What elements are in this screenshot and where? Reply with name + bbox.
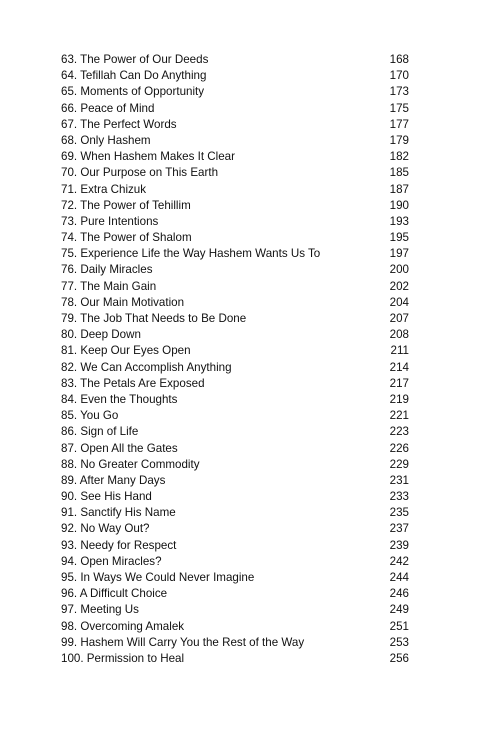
entry-title: 77. The Main Gain <box>61 279 157 293</box>
entry-title: 81. Keep Our Eyes Open <box>61 344 191 358</box>
entry-page-number: 219 <box>389 392 409 406</box>
toc-entry <box>61 489 409 505</box>
entry-page-number: 195 <box>389 231 409 245</box>
toc-entry <box>61 262 409 278</box>
toc-entry <box>61 360 409 376</box>
toc-entry <box>61 198 409 214</box>
toc-entry <box>61 505 409 521</box>
entry-page-number: 251 <box>389 619 409 633</box>
entry-title: 75. Experience Life the Way Hashem Wants Us To <box>61 247 321 261</box>
toc-entry <box>61 117 409 133</box>
entry-title: 90. See His Hand <box>61 490 152 504</box>
entry-page-number: 217 <box>389 376 409 390</box>
entry-page-number: 207 <box>389 312 409 325</box>
toc-entry <box>61 327 409 343</box>
toc-entry <box>61 295 409 311</box>
toc-entry <box>61 392 409 408</box>
entry-page-number: 193 <box>389 214 409 228</box>
entry-page-number: 253 <box>389 635 409 649</box>
entry-page-number: 208 <box>389 328 409 342</box>
toc-entry <box>61 408 409 424</box>
toc-entry <box>61 521 409 537</box>
entry-title: 98. Overcoming Amalek <box>61 619 185 633</box>
toc-entry <box>61 52 409 68</box>
entry-title: 63. The Power of Our Deeds <box>61 53 209 66</box>
entry-title: 86. Sign of Life <box>61 425 139 439</box>
entry-page-number: 202 <box>389 279 409 293</box>
entry-page-number: 187 <box>389 182 409 196</box>
entry-page-number: 231 <box>389 473 409 487</box>
entry-title: 71. Extra Chizuk <box>61 182 147 196</box>
entry-title: 82. We Can Accomplish Anything <box>61 360 232 374</box>
toc-entry <box>61 424 409 440</box>
entry-page-number: 179 <box>389 133 409 147</box>
toc-entry <box>61 343 409 359</box>
toc-entry <box>61 602 409 618</box>
toc-entry <box>61 84 409 100</box>
entry-title: 70. Our Purpose on This Earth <box>61 166 219 180</box>
entry-page-number: 170 <box>389 69 409 83</box>
toc-entry <box>61 619 409 635</box>
toc-entry <box>61 538 409 554</box>
entry-page-number: 237 <box>389 522 409 536</box>
toc-entry <box>61 651 409 667</box>
entry-title: 66. Peace of Mind <box>61 101 155 115</box>
entry-page-number: 197 <box>389 247 409 261</box>
entry-title: 92. No Way Out? <box>61 522 150 536</box>
entry-title: 67. The Perfect Words <box>61 117 177 131</box>
entry-title: 97. Meeting Us <box>61 603 139 617</box>
entry-page-number: 223 <box>389 425 409 439</box>
entry-title: 72. The Power of Tehillim <box>61 198 191 212</box>
entry-page-number: 182 <box>389 150 409 164</box>
entry-page-number: 246 <box>389 587 409 601</box>
entry-page-number: 233 <box>389 490 409 504</box>
entry-title: 73. Pure Intentions <box>61 214 159 228</box>
entry-title: 64. Tefillah Can Do Anything <box>61 69 207 83</box>
entry-page-number: 221 <box>389 409 409 423</box>
entry-page-number: 204 <box>389 295 409 309</box>
entry-title: 91. Sanctify His Name <box>61 506 176 520</box>
entry-page-number: 242 <box>389 554 409 568</box>
entry-title: 99. Hashem Will Carry You the Rest of the Way <box>61 635 305 649</box>
entry-title: 94. Open Miracles? <box>61 554 162 568</box>
entry-page-number: 249 <box>389 603 409 617</box>
table-of-contents <box>61 52 409 667</box>
entry-page-number: 256 <box>389 651 409 665</box>
entry-page-number: 173 <box>389 85 409 99</box>
toc-entry <box>61 101 409 117</box>
entry-title: 79. The Job That Needs to Be Done <box>61 312 247 325</box>
entry-title: 93. Needy for Respect <box>61 538 177 552</box>
toc-entry <box>61 182 409 198</box>
entry-title: 80. Deep Down <box>61 328 141 342</box>
toc-entry <box>61 570 409 586</box>
entry-page-number: 190 <box>389 198 409 212</box>
entry-title: 84. Even the Thoughts <box>61 392 178 406</box>
toc-entry <box>61 441 409 457</box>
entry-title: 87. Open All the Gates <box>61 441 178 455</box>
entry-page-number: 168 <box>389 53 409 66</box>
toc-entry <box>61 279 409 295</box>
entry-title: 74. The Power of Shalom <box>61 231 192 245</box>
entry-page-number: 214 <box>389 360 409 374</box>
entry-page-number: 175 <box>389 101 409 115</box>
entry-page-number: 177 <box>389 117 409 131</box>
entry-page-number: 244 <box>389 571 409 584</box>
toc-entry <box>61 214 409 230</box>
entry-title: 88. No Greater Commodity <box>61 457 200 471</box>
entry-title: 89. After Many Days <box>61 473 166 487</box>
toc-entry <box>61 376 409 392</box>
entry-page-number: 211 <box>390 344 409 358</box>
toc-entry <box>61 133 409 149</box>
entry-page-number: 239 <box>389 538 409 552</box>
entry-page-number: 229 <box>389 457 409 471</box>
entry-title: 68. Only Hashem <box>61 133 151 147</box>
toc-entry <box>61 311 409 327</box>
entry-title: 100. Permission to Heal <box>61 651 185 665</box>
toc-entry <box>61 457 409 473</box>
entry-title: 65. Moments of Opportunity <box>61 85 205 99</box>
entry-title: 78. Our Main Motivation <box>61 295 185 309</box>
entry-page-number: 235 <box>389 506 409 520</box>
entry-page-number: 200 <box>389 263 409 277</box>
toc-entry <box>61 586 409 602</box>
toc-entry <box>61 473 409 489</box>
entry-title: 76. Daily Miracles <box>61 263 153 277</box>
toc-entry <box>61 230 409 246</box>
toc-entry <box>61 68 409 84</box>
entry-page-number: 185 <box>389 166 409 180</box>
toc-entry <box>61 165 409 181</box>
toc-entry <box>61 554 409 570</box>
entry-title: 83. The Petals Are Exposed <box>61 376 205 390</box>
entry-title: 95. In Ways We Could Never Imagine <box>61 571 255 584</box>
entry-title: 96. A Difficult Choice <box>61 587 168 601</box>
toc-entry <box>61 149 409 165</box>
entry-title: 85. You Go <box>61 409 119 423</box>
entry-title: 69. When Hashem Makes It Clear <box>61 150 235 164</box>
toc-entry <box>61 246 409 262</box>
toc-entry <box>61 635 409 651</box>
entry-page-number: 226 <box>389 441 409 455</box>
